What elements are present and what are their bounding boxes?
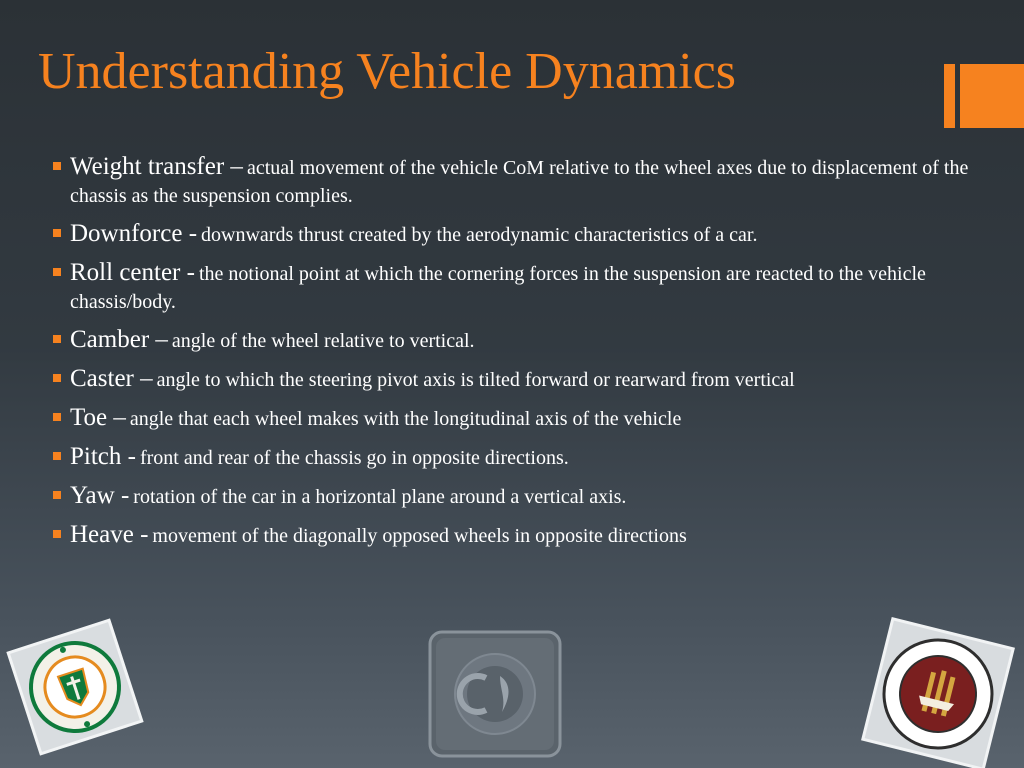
term: Downforce - [70, 220, 198, 247]
term: Weight transfer – [70, 153, 243, 180]
definition: downwards thrust created by the aerodynamic characteristics of a car. [201, 224, 758, 246]
definition: angle that each wheel makes with the longitudinal axis of the vehicle [129, 408, 682, 430]
list-item [50, 364, 1000, 394]
title-accent-bars [944, 64, 1024, 128]
term: Roll center - [70, 259, 195, 286]
list-item [50, 325, 1000, 355]
bullet-marker-icon [53, 268, 61, 276]
definition: actual movement of the vehicle CoM relative to the wheel axes due to displacement of the chassis as the suspension complies. [70, 157, 969, 207]
list-item [50, 219, 1000, 249]
definition: angle of the wheel relative to vertical. [171, 330, 475, 352]
bullet-marker-icon [53, 452, 61, 460]
bullet-marker-icon [53, 229, 61, 237]
list-item [50, 442, 1000, 472]
term: Camber – [70, 326, 168, 353]
accent-bar-wide [960, 64, 1024, 128]
accent-bar-thin [944, 64, 955, 128]
bullet-marker-icon [53, 162, 61, 170]
bullet-marker-icon [53, 374, 61, 382]
definition: front and rear of the chassis go in opposite directions. [139, 447, 569, 469]
definition: rotation of the car in a horizontal plane around a vertical axis. [133, 486, 627, 508]
famu-seal-icon [0, 612, 150, 762]
term: Yaw - [70, 482, 130, 509]
list-item [50, 403, 1000, 433]
bullet-marker-icon [53, 530, 61, 538]
list-item [50, 481, 1000, 511]
fsu-seal-icon [846, 616, 1024, 768]
definition: movement of the diagonally opposed wheels in opposite directions [152, 525, 687, 547]
list-item [50, 258, 1000, 316]
college-of-engineering-icon [426, 628, 564, 760]
bullet-marker-icon [53, 335, 61, 343]
bullet-marker-icon [53, 491, 61, 499]
term: Heave - [70, 521, 149, 548]
term: Pitch - [70, 443, 136, 470]
term: Caster – [70, 365, 153, 392]
definition: the notional point at which the cornering forces in the suspension are reacted to the vehicle chassis/body. [70, 263, 926, 313]
slide-title: Understanding Vehicle Dynamics [38, 43, 736, 100]
list-item [50, 520, 1000, 550]
definition-list [50, 152, 1000, 559]
bullet-marker-icon [53, 413, 61, 421]
definition: angle to which the steering pivot axis is tilted forward or rearward from vertical [156, 369, 795, 391]
term: Toe – [70, 404, 126, 431]
list-item [50, 152, 1000, 210]
